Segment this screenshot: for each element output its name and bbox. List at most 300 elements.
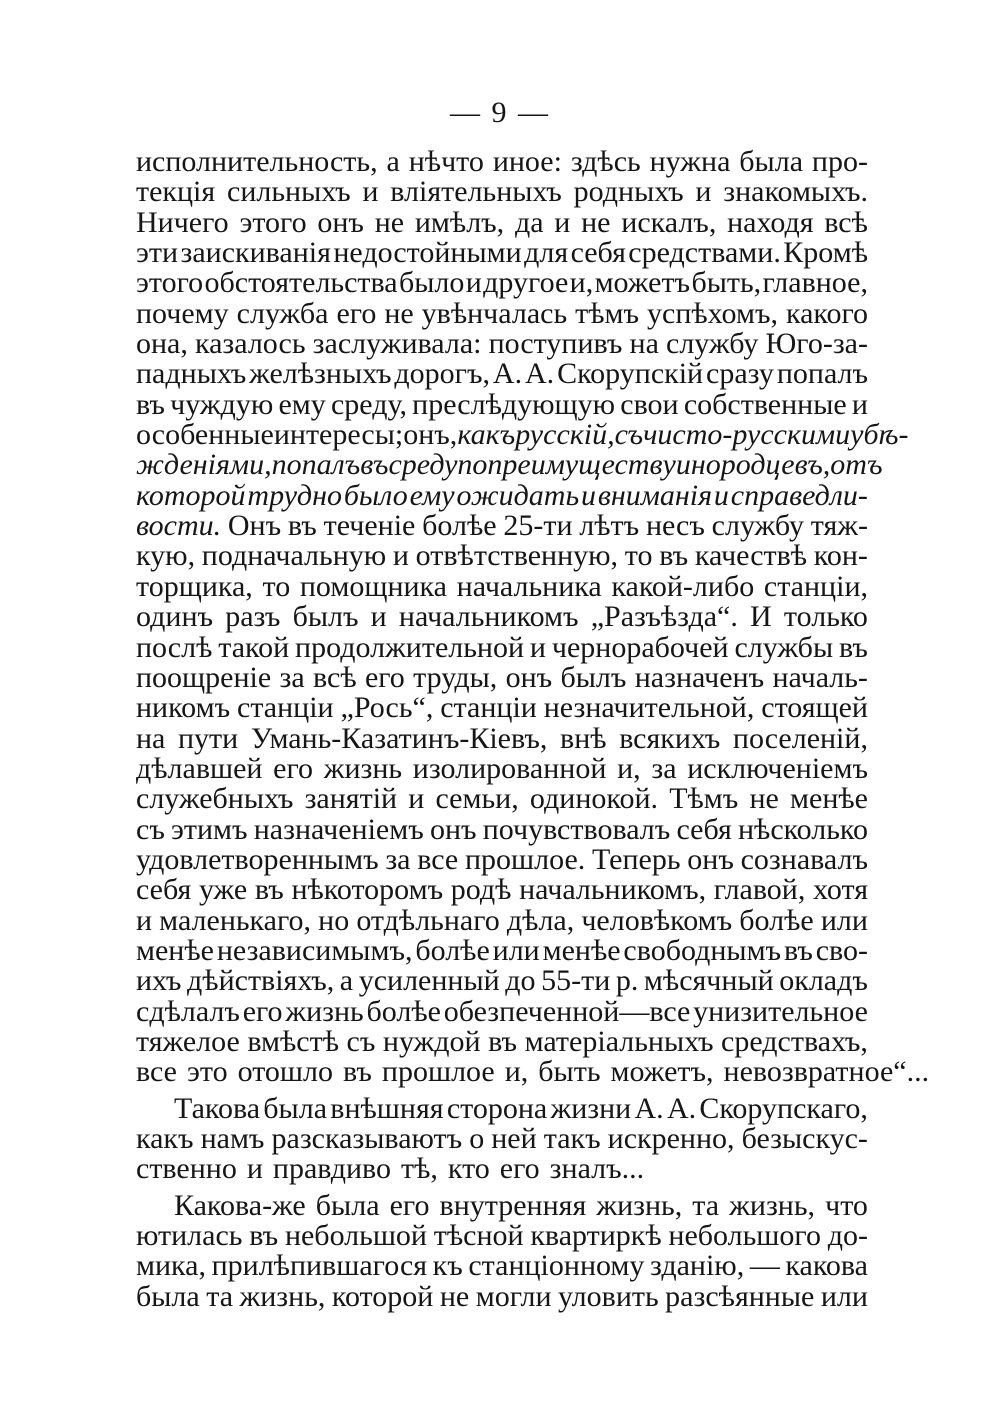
text-line (136, 933, 868, 967)
word: ней (491, 1122, 537, 1155)
word: поступивъ (488, 327, 623, 361)
word: онъ (505, 660, 553, 694)
word: тѣмъ (575, 296, 640, 330)
word: или (820, 1279, 868, 1313)
word: къ (432, 1249, 463, 1283)
word: дѣлавшей (136, 751, 263, 785)
word: искалъ, (621, 205, 717, 239)
word: помощника (299, 569, 447, 603)
word: за (651, 751, 677, 785)
word: и (695, 175, 712, 209)
word: находя (727, 205, 814, 239)
word: средствами. (628, 236, 781, 270)
word: или (492, 933, 540, 967)
word: и, (504, 1055, 529, 1089)
word: такой (218, 630, 290, 664)
text-line (136, 1091, 868, 1125)
word: нужна (649, 145, 731, 178)
word: что (825, 1188, 868, 1222)
word: былъ (292, 600, 359, 634)
word: р. (615, 964, 639, 998)
page-number: — 9 — (450, 96, 550, 129)
word: этого (239, 205, 307, 239)
word: казалось (194, 327, 306, 361)
text-line (136, 721, 868, 755)
word: болѣе (422, 509, 497, 543)
word: заслуживала: (312, 327, 482, 361)
text-line (136, 875, 868, 905)
word: была (315, 1188, 380, 1222)
word: въ (342, 1055, 372, 1089)
word: разсѣянные (665, 1279, 815, 1313)
word: отошло (237, 1055, 333, 1089)
word: которой (136, 478, 246, 512)
word: но (318, 903, 350, 937)
word: хотя (813, 873, 868, 907)
word: какъ (457, 418, 516, 452)
word: какого (785, 296, 868, 330)
word: про- (811, 145, 868, 178)
word: та (692, 1188, 720, 1222)
word: какова (785, 1249, 868, 1283)
word: И (750, 600, 772, 634)
word: всѣ (824, 205, 868, 239)
word: главное, (762, 266, 868, 300)
word: онъ (317, 205, 364, 239)
word: почему (136, 296, 229, 330)
word: сильныхъ (227, 175, 351, 209)
word: менѣе (790, 782, 868, 816)
word: вліятельныхъ (390, 175, 562, 209)
word: кто (447, 1152, 490, 1186)
word: съ (136, 812, 165, 846)
word: А. (634, 1091, 664, 1125)
word: жизнь, (596, 1188, 683, 1222)
word: 25-ти (503, 509, 573, 543)
word: Ничего (136, 205, 229, 239)
word: прошлое. (464, 842, 586, 876)
word: начальника (456, 569, 602, 603)
word: родныхъ (573, 175, 684, 209)
word: нѣчто (408, 145, 484, 178)
word: убѣ- (850, 418, 909, 452)
text-line (136, 1279, 868, 1313)
text-line (136, 812, 868, 846)
text-line (136, 569, 868, 603)
word: эти (136, 236, 179, 270)
word: его (242, 994, 283, 1028)
word: невозвратное“... (723, 1055, 930, 1089)
word: этого (136, 266, 204, 300)
word: изолированной (412, 751, 607, 785)
word: усиленный (358, 964, 500, 998)
word: ожидать (456, 478, 580, 512)
word: служебныхъ (136, 782, 294, 816)
word: Тѣмъ (669, 782, 739, 816)
word: безыскус- (741, 1122, 868, 1155)
word: отъ (830, 448, 883, 482)
word: имѣлъ, (414, 205, 505, 239)
word: Какова-же (174, 1188, 306, 1222)
word: А. (666, 1091, 697, 1125)
word: и (246, 1152, 263, 1186)
word: средствахъ, (721, 1024, 868, 1058)
word: начальникомъ, (519, 873, 707, 907)
word: обезпеченной—все (443, 994, 691, 1028)
word: въ (136, 387, 165, 421)
text-line (136, 1221, 868, 1251)
word: и (851, 387, 868, 421)
word: Кромѣ (783, 236, 868, 270)
word: особенные (136, 418, 274, 452)
word: сдѣлалъ (136, 994, 240, 1028)
word: А. (525, 357, 555, 391)
text-line (136, 1154, 868, 1184)
word: Умань-Казатинъ-Кіевъ, (250, 721, 548, 755)
word: увѣнчалась (421, 296, 568, 330)
word: другое (483, 266, 569, 300)
word: жизнь (285, 994, 364, 1028)
word: за (385, 842, 411, 876)
word: въ (254, 873, 284, 907)
word: болѣе (739, 903, 814, 937)
word: можетъ, (610, 1055, 714, 1089)
word: та (206, 1279, 234, 1313)
text-line (136, 751, 868, 785)
word: 55-ти (541, 964, 611, 998)
word: только (783, 600, 868, 634)
word: незначительной, (543, 691, 755, 725)
word: и (713, 478, 729, 512)
word: началь- (772, 660, 868, 694)
word: жденіями, (136, 448, 272, 482)
word: нуждой (382, 1024, 481, 1058)
word: съ (346, 1024, 376, 1058)
word: его (336, 296, 377, 330)
word: да (514, 205, 544, 239)
word: станціи (237, 691, 334, 725)
word: Юго-за- (765, 327, 868, 361)
word: занятій (304, 782, 398, 816)
word: мика, (136, 1249, 206, 1283)
word: разсказываютъ (271, 1122, 463, 1155)
text-line (136, 177, 868, 207)
text-line (136, 660, 868, 694)
word: въ (838, 630, 868, 664)
word: преслѣдующую (412, 387, 616, 421)
word: среду (388, 448, 458, 482)
word: собственные (683, 387, 847, 421)
word: чернорабочей (551, 630, 729, 664)
word: подначальную (201, 539, 387, 573)
word: и (580, 478, 596, 512)
word: маленькаго, (159, 903, 312, 937)
word: жизнь, (239, 1279, 326, 1313)
word: по (457, 448, 488, 482)
word: былъ (560, 660, 627, 694)
word: онъ (687, 842, 734, 876)
word: въ (360, 448, 389, 482)
word: за (279, 660, 305, 694)
word: кую, (136, 539, 196, 573)
word: и (465, 266, 482, 300)
text-line (136, 205, 868, 239)
word: жизнь (323, 751, 403, 785)
word: тѣсной (433, 1219, 524, 1253)
word: съ (614, 418, 644, 452)
text-line (136, 784, 868, 814)
word: чисто-русскими (643, 418, 851, 452)
word: въ (249, 1219, 279, 1253)
text-line (136, 238, 868, 268)
word: зналъ... (549, 1152, 645, 1186)
word: заискиванія (180, 236, 331, 270)
word: сторона (446, 1091, 548, 1125)
word: кон- (813, 539, 868, 573)
word: ему (409, 478, 455, 512)
word: мѣсячный (643, 964, 774, 998)
word: свободнымъ (623, 933, 782, 967)
word: и (529, 630, 546, 664)
word: разъ (225, 600, 281, 634)
word: назначенъ (634, 660, 765, 694)
word: исполнительность, (136, 145, 378, 178)
word: которой (331, 1279, 434, 1313)
word: нѣсколько (737, 812, 868, 846)
word: иное: (492, 145, 562, 178)
word: болѣе (366, 994, 441, 1028)
word: русскій, (515, 418, 615, 452)
text-line (136, 268, 868, 298)
word: квартиркѣ (530, 1219, 662, 1253)
text-line (136, 418, 909, 452)
word: въ (287, 509, 317, 543)
word: теченіе (323, 509, 416, 543)
word: лѣтъ (579, 509, 640, 543)
word: трудно (247, 478, 342, 512)
word: зданію, (650, 1249, 745, 1283)
word: небольшого (668, 1219, 821, 1253)
word: продолжительной (295, 630, 525, 664)
body-text (136, 145, 930, 1313)
word: дѣла, (506, 903, 575, 937)
word: быть (538, 1055, 601, 1089)
word: и (362, 175, 379, 209)
word: родѣ (450, 873, 512, 907)
word: одинъ (136, 600, 214, 634)
word: уловить (558, 1279, 659, 1313)
word: себя (136, 873, 192, 907)
word: ему (278, 387, 326, 421)
word: была (739, 145, 804, 178)
word: быть, (691, 266, 762, 300)
word: главой, (713, 873, 806, 907)
text-line (136, 387, 868, 421)
text-line (136, 630, 868, 664)
word: могли (475, 1279, 552, 1313)
word: какъ (136, 1122, 194, 1155)
word: а (339, 964, 354, 998)
word: правдиво (272, 1152, 391, 1186)
word: здѣсь (570, 145, 641, 178)
word: почувствовалъ (482, 812, 671, 846)
word: несъ (645, 509, 705, 543)
word: и (408, 782, 425, 816)
text-line (136, 903, 868, 937)
word: пути (178, 721, 239, 755)
word: падныхъ (136, 357, 247, 391)
text-line (136, 1251, 868, 1281)
word: никомъ (136, 691, 231, 725)
word: или (820, 903, 868, 937)
text-line (136, 448, 883, 482)
word: не (439, 1279, 470, 1313)
word: качествѣ (694, 539, 808, 573)
word: — (749, 1249, 780, 1283)
text-line (136, 329, 868, 359)
word: вости. (136, 509, 222, 543)
word: инородцевъ, (675, 448, 831, 482)
word: себя (570, 236, 626, 270)
word: отдѣльнаго (356, 903, 500, 937)
word: этимъ (171, 812, 248, 846)
word: а (386, 145, 400, 178)
word: сознавалъ (740, 842, 868, 876)
word: Теперь (592, 842, 681, 876)
word: Скорупскій (557, 357, 704, 391)
word: недостойными (333, 236, 522, 270)
word: Онъ (227, 509, 282, 543)
word: торщика, (136, 569, 253, 603)
word: служба (236, 296, 329, 330)
word: успѣхомъ, (647, 296, 778, 330)
word: она, (136, 327, 188, 361)
word: службы (734, 630, 834, 664)
word: стоящей (761, 691, 868, 725)
word: его (389, 1188, 430, 1222)
word: отвѣтственную, (415, 539, 619, 573)
text-line (136, 693, 868, 723)
word: одинокой. (529, 782, 659, 816)
text-line (136, 994, 868, 1028)
word: все (136, 1055, 177, 1089)
text-line (136, 1024, 868, 1058)
word: менѣе (136, 933, 214, 967)
word: Такова (174, 1091, 261, 1125)
word: всѣ (313, 660, 357, 694)
word: службу (666, 327, 759, 361)
word: ютилась (136, 1219, 243, 1253)
word: поощреніе (136, 660, 272, 694)
word: чуждую (170, 387, 274, 421)
word: его (499, 1152, 540, 1186)
word: исключеніемъ (687, 751, 868, 785)
word: было (343, 478, 408, 512)
word: болѣе (415, 933, 490, 967)
word: не (581, 205, 611, 239)
word: вниманія (597, 478, 713, 512)
word: прошлое (381, 1055, 495, 1089)
word: службу (711, 509, 804, 543)
word: интересы; (273, 418, 404, 452)
word: было (399, 266, 465, 300)
word: окладъ (779, 964, 868, 998)
word: послѣ (136, 630, 213, 664)
word: всякихъ (619, 721, 721, 755)
word: уже (198, 873, 248, 907)
word: среду, (330, 387, 407, 421)
word: тѣ, (400, 1152, 438, 1186)
word: попалъ (271, 448, 361, 482)
word: текція (136, 175, 216, 209)
text-line (136, 541, 868, 571)
word: небольшой (284, 1219, 427, 1253)
word: свои (620, 387, 679, 421)
word: попалъ (776, 357, 868, 391)
word: сразу (706, 357, 774, 391)
word: преимуществу (487, 448, 676, 482)
word: дѣйствіяхъ, (187, 964, 335, 998)
word: нѣкоторомъ (291, 873, 444, 907)
text-line (136, 296, 868, 330)
word: матеріальныхъ (524, 1024, 714, 1058)
word: все (417, 842, 459, 876)
word: внѣ (560, 721, 607, 755)
word: семьи, (435, 782, 519, 816)
text-line (136, 1124, 868, 1154)
text-line (136, 1188, 868, 1222)
word: была (263, 1091, 328, 1125)
text-line (136, 602, 868, 632)
word: можетъ (594, 266, 691, 300)
word: его (273, 751, 314, 785)
word: Скорупскаго, (699, 1091, 868, 1125)
word: въ (488, 1024, 518, 1058)
word: намъ (200, 1122, 265, 1155)
word: „Разъѣзда“. (590, 600, 738, 634)
text-line (136, 842, 868, 876)
text-line (136, 359, 868, 389)
word: себя (676, 812, 732, 846)
word: до- (827, 1219, 868, 1253)
word: А. (492, 357, 523, 391)
word: и, (617, 751, 641, 785)
word: то (262, 569, 291, 603)
word: справедли- (730, 478, 868, 512)
word: тяж- (810, 509, 868, 543)
word: въ (659, 539, 689, 573)
text-line (136, 478, 868, 512)
word: обстоятельства (204, 266, 398, 300)
word: такъ (543, 1122, 601, 1155)
word: о (469, 1122, 485, 1155)
word: дорогъ, (394, 357, 490, 391)
word: человѣкомъ (581, 903, 733, 937)
word: станціи, (763, 569, 868, 603)
word: внѣшняя (330, 1091, 444, 1125)
text-line (136, 1055, 930, 1089)
word: и (370, 600, 387, 634)
word: независимымъ, (216, 933, 413, 967)
word: не (384, 296, 414, 330)
word: ихъ (136, 964, 182, 998)
word: начальникомъ (398, 600, 579, 634)
word: была (136, 1279, 200, 1313)
word: для (524, 236, 569, 270)
word: и (554, 205, 571, 239)
word: въ (783, 933, 813, 967)
word: поселеній, (732, 721, 868, 755)
